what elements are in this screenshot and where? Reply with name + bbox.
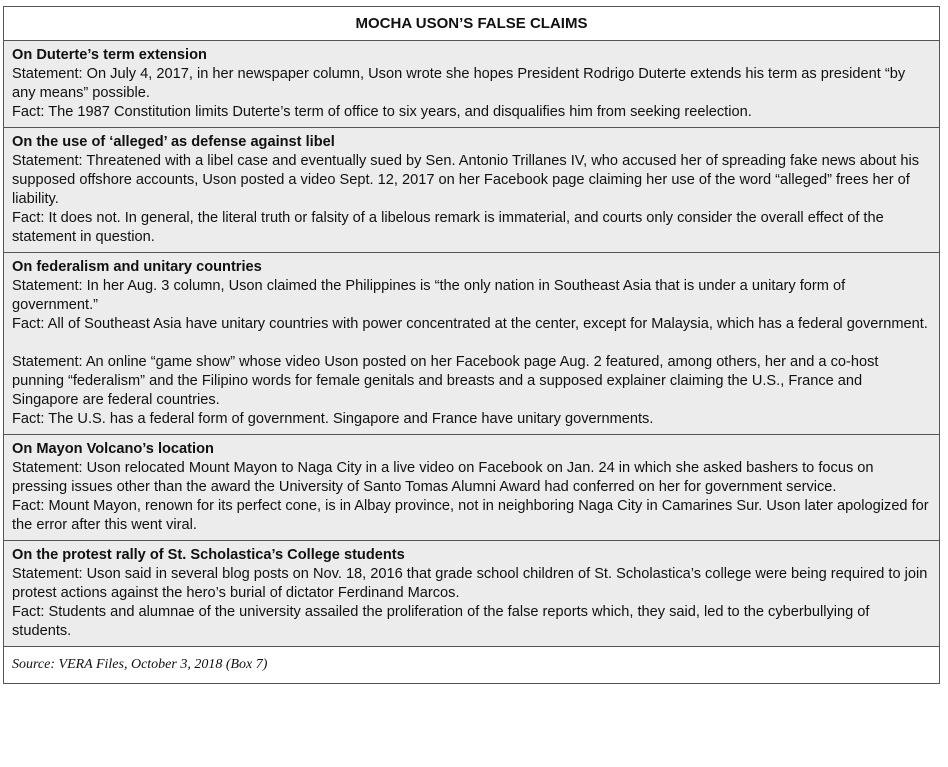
statement-text: Statement: Uson said in several blog posts on Nov. 18, 2016 that grade school children of St. Scholastica’s college were being required to join protest actions against the hero’s burial of dictator Ferdinand Marcos. <box>12 566 928 601</box>
source-note: Source: VERA Files, October 3, 2018 (Box 7) <box>4 647 939 683</box>
box-title: MOCHA USON’S FALSE CLAIMS <box>4 7 939 41</box>
fact-text: Fact: The 1987 Constitution limits Duterte’s term of office to six years, and disqualifies him from seeking reelection. <box>12 104 752 120</box>
statement-text: Statement: On July 4, 2017, in her newspaper column, Uson wrote she hopes President Rodrigo Duterte extends his term as president “by any means” possible. <box>12 66 906 101</box>
fact-text: Fact: All of Southeast Asia have unitary countries with power concentrated at the center, except for Malaysia, which has a federal government. <box>12 316 928 332</box>
section-federalism <box>4 253 939 435</box>
false-claims-box <box>3 6 940 684</box>
section-st-scholastica <box>4 541 939 647</box>
fact-text-2: Fact: The U.S. has a federal form of government. Singapore and France have unitary governments. <box>12 411 654 427</box>
section-heading: On federalism and unitary countries <box>12 259 262 275</box>
section-term-extension <box>4 41 939 128</box>
paragraph-gap <box>12 334 931 353</box>
statement-text: Statement: Threatened with a libel case and eventually sued by Sen. Antonio Trillanes IV, who accused her of spreading fake news about his supposed offshore accounts, Uson posted a video Sept. 12, 2017 on her Facebook page claiming her use of the word “alleged” frees her of liability. <box>12 153 920 207</box>
statement-text: Statement: Uson relocated Mount Mayon to Naga City in a live video on Facebook on Jan. 24 in which she asked bashers to focus on pressing issues other than the award the University of Santo Tomas Alumni Award had conferred on her for government service. <box>12 460 874 495</box>
statement-text-2: Statement: An online “game show” whose video Uson posted on her Facebook page Aug. 2 featured, among others, her and a co-host punning “federalism” and the Filipino words for female genitals and breasts and a supposed explainer claiming the U.S., France and Singapore are federal countries. <box>12 354 879 408</box>
section-heading: On the use of ‘alleged’ as defense against libel <box>12 134 335 150</box>
section-heading: On Duterte’s term extension <box>12 47 207 63</box>
section-heading: On the protest rally of St. Scholastica’s College students <box>12 547 405 563</box>
fact-text: Fact: Mount Mayon, renown for its perfect cone, is in Albay province, not in neighboring Naga City in Camarines Sur. Uson later apologized for the error after this went viral. <box>12 498 929 533</box>
section-mayon-volcano <box>4 435 939 541</box>
section-alleged-libel <box>4 128 939 253</box>
statement-text: Statement: In her Aug. 3 column, Uson claimed the Philippines is “the only nation in Southeast Asia that is under a unitary form of government.” <box>12 278 846 313</box>
fact-text: Fact: Students and alumnae of the university assailed the proliferation of the false reports which, they said, led to the cyberbullying of students. <box>12 604 870 639</box>
section-heading: On Mayon Volcano’s location <box>12 441 214 457</box>
fact-text: Fact: It does not. In general, the literal truth or falsity of a libelous remark is immaterial, and courts only consider the overall effect of the statement in question. <box>12 210 884 245</box>
